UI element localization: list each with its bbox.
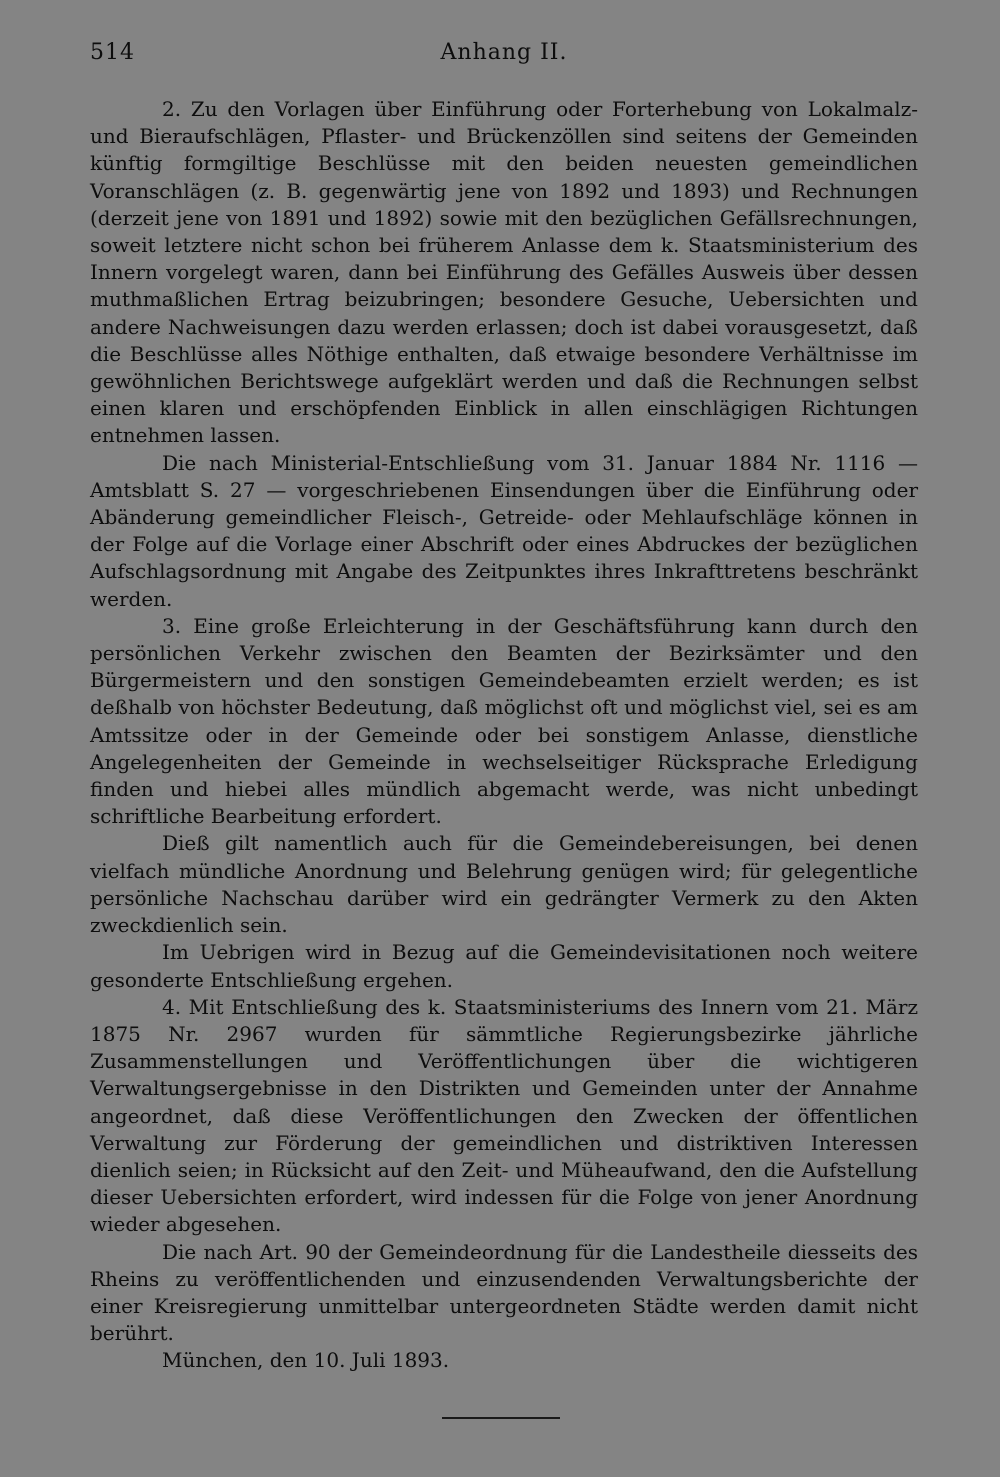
paragraph-section-4: 4. Mit Entschließung des k. Staatsministeriums des Innern vom 21. März 1875 Nr. 2967 wurden für sämmtliche Regierungsbezirke jährliche Zusammenstellungen und Veröffentlichungen über die wichtigeren Verwaltungsergebnisse in den Distrikten und Gemeinden unter der Annahme angeordnet, daß diese Veröffentlichungen den Zwecken der öffentlichen Verwaltung zur Förderung der gemeindlichen und distriktiven Interessen dienlich seien; in Rücksicht auf den Zeit- und Müheaufwand, den die Aufstellung dieser Uebersichten erfordert, wird indessen für die Folge von jener Anordnung wieder abgesehen.	[90, 994, 918, 1237]
closing-rule	[442, 1417, 560, 1419]
page-header	[90, 40, 918, 76]
paragraph-section-3: 3. Eine große Erleichterung in der Geschäftsführung kann durch den persönlichen Verkehr zwischen den Beamten der Bezirksämter und den Bürgermeistern und den sonstigen Gemeindebeamten erzielt werden; es ist deßhalb von höchster Bedeutung, daß möglichst oft und möglichst viel, sei es am Amtssitze oder in der Gemeinde oder bei sonstigem Anlasse, dienstliche Angelegenheiten der Gemeinde in wechselseitiger Rücksprache Erledigung finden und hiebei alles mündlich abgemacht werde, was nicht unbedingt schriftliche Bearbeitung erfordert.	[90, 613, 918, 829]
date-signoff: München, den 10. Juli 1893.	[162, 1348, 450, 1373]
paragraph-inspection-tours: Dieß gilt namentlich auch für die Gemeindebereisungen, bei denen vielfach mündliche Anordnung und Belehrung genügen wird; für gelegentliche persönliche Nachschau darüber wird ein gedrängter Vermerk zu den Akten zweckdienlich sein.	[90, 831, 918, 938]
paragraph-ministerial-decree: Die nach Ministerial-Entschließung vom 31. Januar 1884 Nr. 1116 — Amtsblatt S. 27 — vorgeschriebenen Einsendungen über die Einführung oder Abänderung gemeindlicher Fleisch-, Getreide- oder Mehlaufschläge können in der Folge auf die Vorlage einer Abschrift oder eines Abdruckes der bezüglichen Aufschlagsordnung mit Angabe des Zeitpunktes ihres Inkrafttretens beschränkt werden.	[90, 450, 918, 611]
paragraph-section-2: 2. Zu den Vorlagen über Einführung oder Forterhebung von Lokalmalz- und Bieraufschlägen, Pflaster- und Brückenzöllen sind seitens der Gemeinden künftig formgiltige Beschlüsse mit den beiden neuesten gemeindlichen Voranschlägen (z. B. gegenwärtig jene von 1892 und 1893) und Rechnungen (derzeit jene von 1891 und 1892) sowie mit den bezüglichen Gefällsrechnungen, soweit letztere nicht schon bei früherem Anlasse dem k. Staatsministerium des Innern vorgelegt waren, dann bei Einführung des Gefälles Ausweis über dessen muthmaßlichen Ertrag beizubringen; besondere Gesuche, Uebersichten und andere Nachweisungen dazu werden erlassen; doch ist dabei vorausgesetzt, daß die Beschlüsse alles Nöthige enthalten, daß etwaige besondere Verhältnisse im gewöhnlichen Berichtswege aufgeklärt werden und daß die Rechnungen selbst einen klaren und erschöpfenden Einblick in allen einschlägigen Richtungen entnehmen lassen.	[90, 97, 918, 448]
paragraph-administrative-reports: Die nach Art. 90 der Gemeindeordnung für die Landestheile diesseits des Rheins zu veröffentlichenden und einzusendenden Verwaltungsberichte der einer Kreisregierung unmittelbar untergeordneten Städte werden damit nicht berührt.	[90, 1239, 918, 1346]
page-number: 514	[90, 40, 135, 65]
body-text	[90, 96, 918, 1375]
paragraph-visitations: Im Uebrigen wird in Bezug auf die Gemeindevisitationen noch weitere gesonderte Entschließung ergehen.	[90, 940, 918, 992]
running-head: Anhang II.	[440, 40, 568, 65]
